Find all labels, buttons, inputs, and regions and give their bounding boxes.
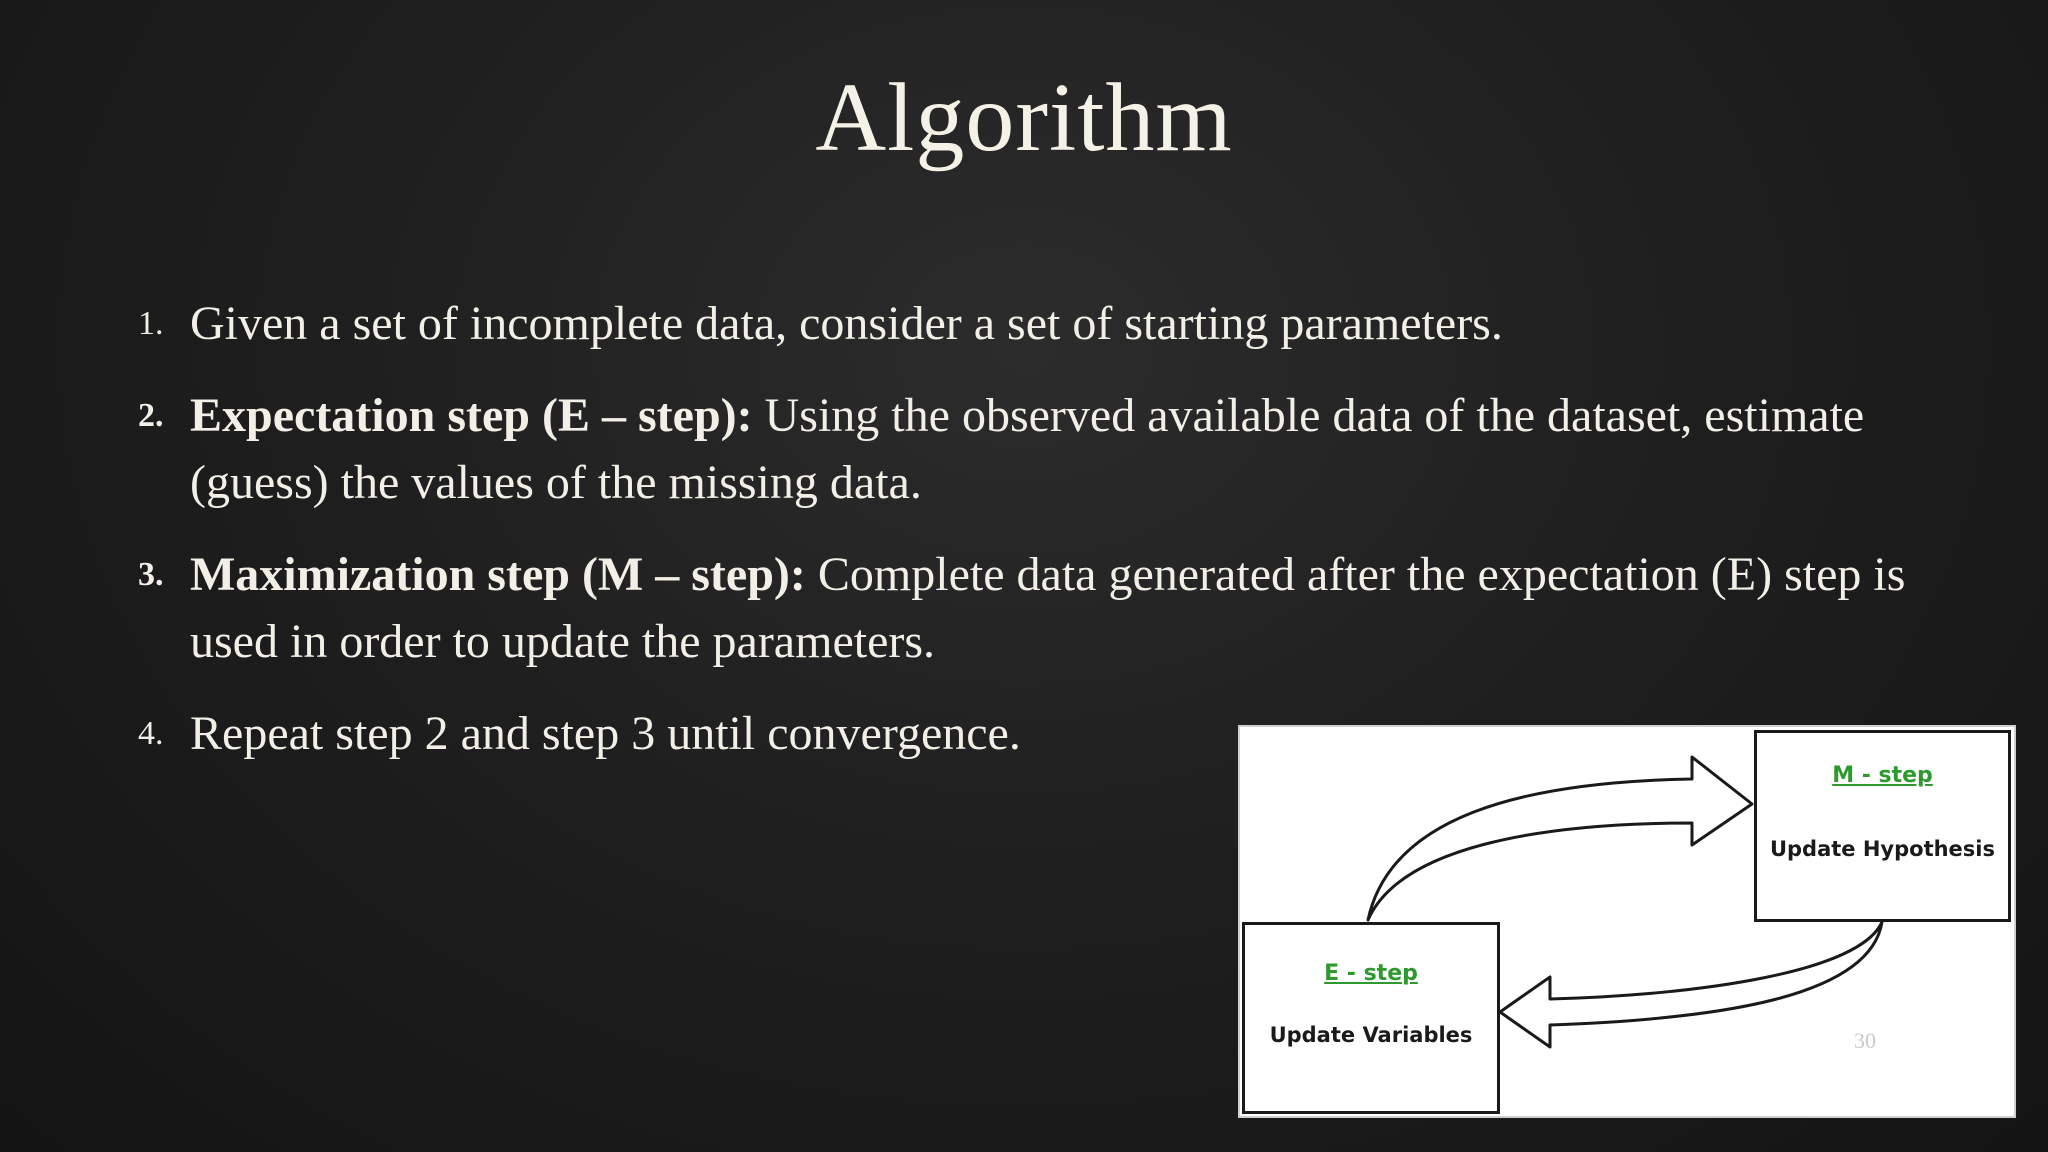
m-step-box: [1754, 730, 2011, 922]
step-text: Complete data generated after the expectation (E) step is used in order to update the parameters.: [190, 548, 1906, 668]
list-item: [138, 290, 1918, 357]
e-step-title: E - step: [1324, 961, 1418, 986]
list-item: [138, 541, 1918, 675]
e-step-subtitle: Update Variables: [1269, 1023, 1473, 1047]
arrow-e-to-m: [1368, 757, 1752, 920]
step-text: Given a set of incomplete data, consider a set of starting parameters.: [190, 297, 1503, 350]
step-text: Using the observed available data of the dataset, estimate (guess) the values of the missing data.: [190, 389, 1865, 509]
step-number: 2.: [138, 397, 164, 434]
step-lead: Maximization step (M – step):: [190, 548, 806, 601]
e-step-box: [1242, 922, 1500, 1114]
step-number: 3.: [138, 556, 164, 593]
step-number: 1.: [138, 305, 164, 342]
step-text: Repeat step 2 and step 3 until convergence.: [190, 707, 1021, 760]
step-lead: Expectation step (E – step):: [190, 389, 753, 442]
list-item: [138, 382, 1918, 516]
em-cycle-diagram: [1238, 725, 2016, 1118]
slide-title: Algorithm: [815, 64, 1233, 172]
m-step-title: M - step: [1832, 763, 1933, 788]
page-number: 30: [1854, 1028, 1876, 1053]
step-number: 4.: [138, 715, 164, 752]
arrow-m-to-e: [1500, 922, 1882, 1047]
m-step-subtitle: Update Hypothesis: [1769, 837, 1996, 861]
steps-list: [138, 290, 1918, 792]
